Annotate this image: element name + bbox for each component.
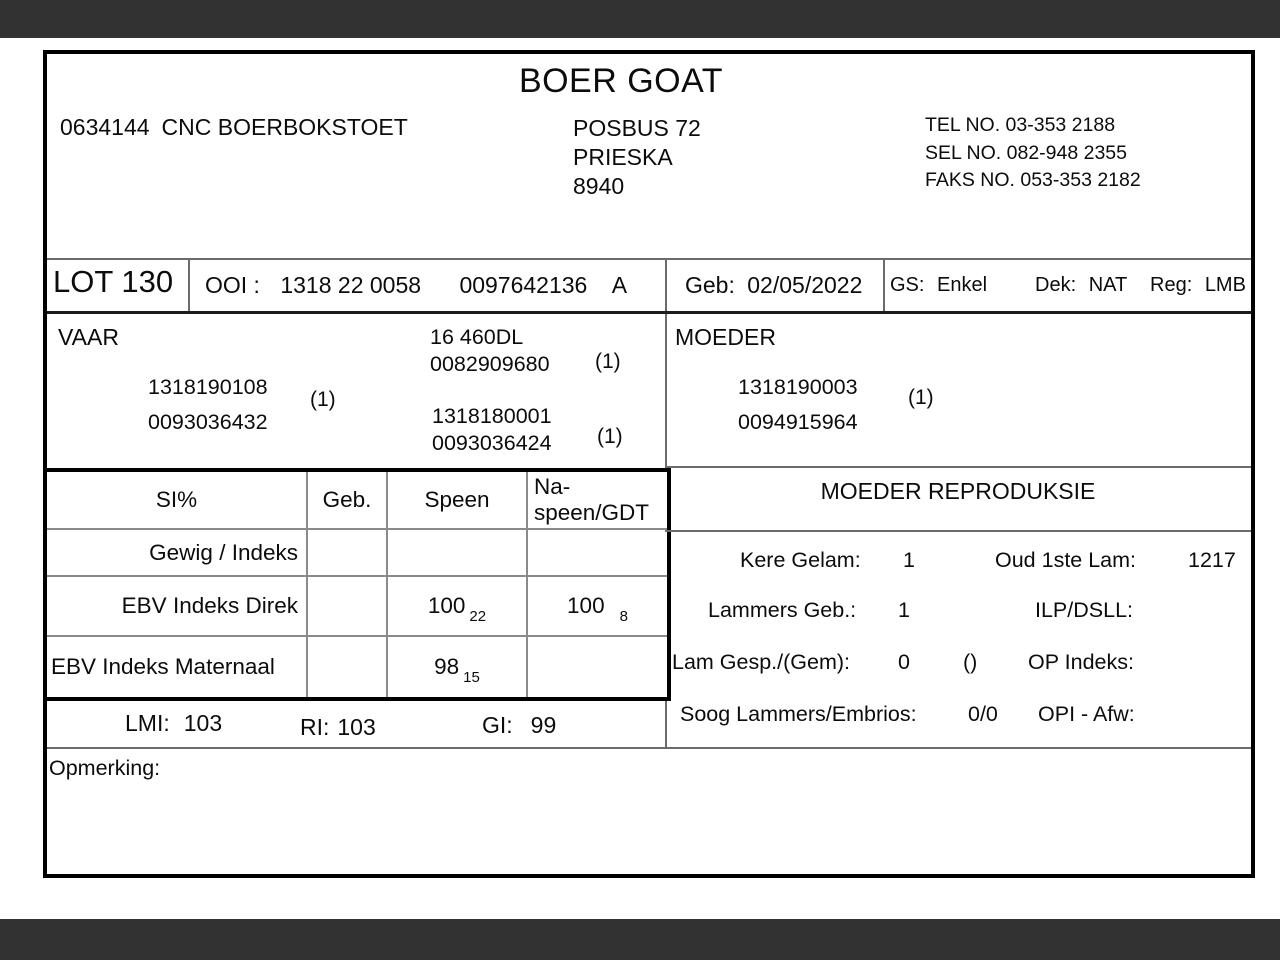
ebv-value: 100 [427, 593, 466, 618]
member-number: 0634144 [60, 114, 150, 140]
geb-value: 02/05/2022 [747, 272, 863, 298]
lmi-value: 103 [183, 710, 223, 736]
repro-lam-gesp-label: Lam Gesp./(Gem): [672, 650, 851, 674]
ebv-header-si: SI% [47, 472, 308, 530]
ebv-cell-maternaal-speen [388, 637, 528, 697]
sire-id1: 1318190108 [148, 375, 268, 399]
ebv-value: 100 [567, 593, 605, 618]
repro-lam-gesp-gem: () [963, 650, 978, 674]
address-line: PRIESKA [573, 144, 673, 170]
reg-value: LMB [1204, 274, 1246, 296]
ebv-accuracy: 15 [463, 668, 480, 686]
repro-lam-gesp-value: 0 [898, 650, 910, 674]
divider [47, 258, 1251, 260]
sire-dam-note: (1) [597, 425, 623, 448]
repro-lammers-geb-value: 1 [898, 598, 910, 622]
ebv-accuracy: 8 [619, 607, 628, 625]
repro-kere-gelam-label: Kere Gelam: [740, 548, 861, 572]
ooi-suffix: A [611, 272, 628, 298]
birth-date [685, 272, 862, 299]
lmi-label: LMI: [125, 710, 170, 736]
ebv-cell-gewig-geb [308, 530, 388, 577]
ebv-value: 98 [434, 654, 460, 679]
dam-id2: 0094915964 [738, 410, 858, 434]
lot-number: LOT 130 [53, 264, 174, 299]
ri-index [300, 714, 376, 741]
bottom-dark-bar [0, 919, 1280, 960]
repro-oud-1ste-lam-value: 1217 [1188, 548, 1236, 572]
sire-dam-ids [432, 403, 552, 457]
breeder-line [60, 114, 408, 141]
ebv-cell-gewig-speen [388, 530, 528, 577]
remark-label: Opmerking: [49, 756, 161, 780]
ebv-row-direk-label: EBV Indeks Direk [47, 577, 308, 637]
ebv-cell-direk-speen [388, 577, 528, 637]
gi-value: 99 [530, 712, 557, 738]
dek-label: Dek: [1035, 274, 1077, 296]
ebv-cell-direk-geb [308, 577, 388, 637]
ebv-accuracy: 22 [469, 607, 487, 625]
dam-ids [738, 370, 858, 440]
geb-label: Geb: [685, 272, 735, 298]
divider [665, 258, 667, 311]
repro-kere-gelam-value: 1 [903, 548, 915, 572]
fax-line: FAKS NO. 053-353 2182 [925, 169, 1141, 191]
ooi-id: 1318 22 0058 [280, 272, 422, 298]
repro-lammers-geb-label: Lammers Geb.: [708, 598, 857, 622]
birth-status [890, 274, 987, 297]
repro-soog-lammers-value: 0/0 [968, 702, 998, 726]
gs-label: GS: [890, 274, 925, 296]
ebv-cell-direk-naspeen [528, 577, 667, 637]
registration-status [1150, 274, 1246, 297]
reproduction-title: MOEDER REPRODUKSIE [820, 478, 1096, 504]
sire-section-label: VAAR [58, 324, 119, 350]
ebv-header-speen: Speen [388, 472, 528, 530]
contact-numbers [925, 112, 1141, 195]
divider [47, 311, 1251, 314]
ebv-table [43, 468, 671, 701]
ebv-row-gewig-label: Gewig / Indeks [47, 530, 308, 577]
ri-label: RI: [300, 714, 330, 740]
divider [188, 258, 190, 311]
ewe-identification [205, 272, 627, 299]
gi-index [482, 712, 556, 739]
sire-sire-ids [430, 324, 550, 378]
repro-soog-lammers-label: Soog Lammers/Embrios: [680, 702, 917, 726]
ebv-header-geb: Geb. [308, 472, 388, 530]
repro-oud-1ste-lam-label: Oud 1ste Lam: [995, 548, 1137, 572]
tel-line: TEL NO. 03-353 2188 [925, 114, 1116, 136]
ebv-cell-maternaal-geb [308, 637, 388, 697]
farm-name: CNC BOERBOKSTOET [161, 114, 408, 140]
catalog-card [43, 50, 1255, 878]
dam-section-label: MOEDER [675, 324, 776, 350]
postal-address [573, 114, 701, 201]
sire-note: (1) [310, 388, 336, 411]
dam-id1: 1318190003 [738, 375, 858, 399]
ebv-row-maternaal-label: EBV Indeks Maternaal [47, 637, 308, 697]
lmi-index [125, 710, 222, 737]
address-line: 8940 [573, 173, 625, 199]
ooi-label: OOI : [205, 272, 260, 298]
repro-opi-afw-label: OPI - Afw: [1038, 702, 1135, 726]
divider [665, 466, 1251, 468]
divider [665, 530, 1251, 532]
divider [883, 258, 885, 311]
cell-line: SEL NO. 082-948 2355 [925, 141, 1127, 164]
top-dark-bar [0, 0, 1280, 38]
mating-type [1035, 274, 1127, 297]
address-line: POSBUS 72 [573, 115, 701, 141]
gi-label: GI: [482, 712, 513, 738]
repro-ilp-dsll-label: ILP/DSLL: [1035, 598, 1133, 622]
dek-value: NAT [1088, 274, 1128, 296]
dam-note: (1) [908, 386, 934, 409]
sire-sire-note: (1) [595, 350, 621, 373]
divider [47, 747, 1251, 749]
repro-op-indeks-label: OP Indeks: [1028, 650, 1134, 674]
gs-value: Enkel [937, 274, 988, 296]
sire-id2: 0093036432 [148, 410, 268, 434]
ebv-cell-gewig-naspeen [528, 530, 667, 577]
ooi-registration: 0097642136 [459, 272, 588, 298]
ebv-header-naspeen: Na-speen/GDT [528, 472, 667, 530]
ebv-cell-maternaal-naspeen [528, 637, 667, 697]
ri-value: 103 [337, 714, 376, 740]
sire-dam-line2: 0093036424 [432, 431, 552, 455]
reg-label: Reg: [1150, 274, 1193, 296]
sire-sire-line1: 16 460DL [430, 325, 524, 349]
sire-dam-line1: 1318180001 [432, 404, 552, 428]
sire-ids [148, 370, 268, 440]
page-title: BOER GOAT [518, 62, 724, 100]
sire-sire-line2: 0082909680 [430, 352, 550, 376]
